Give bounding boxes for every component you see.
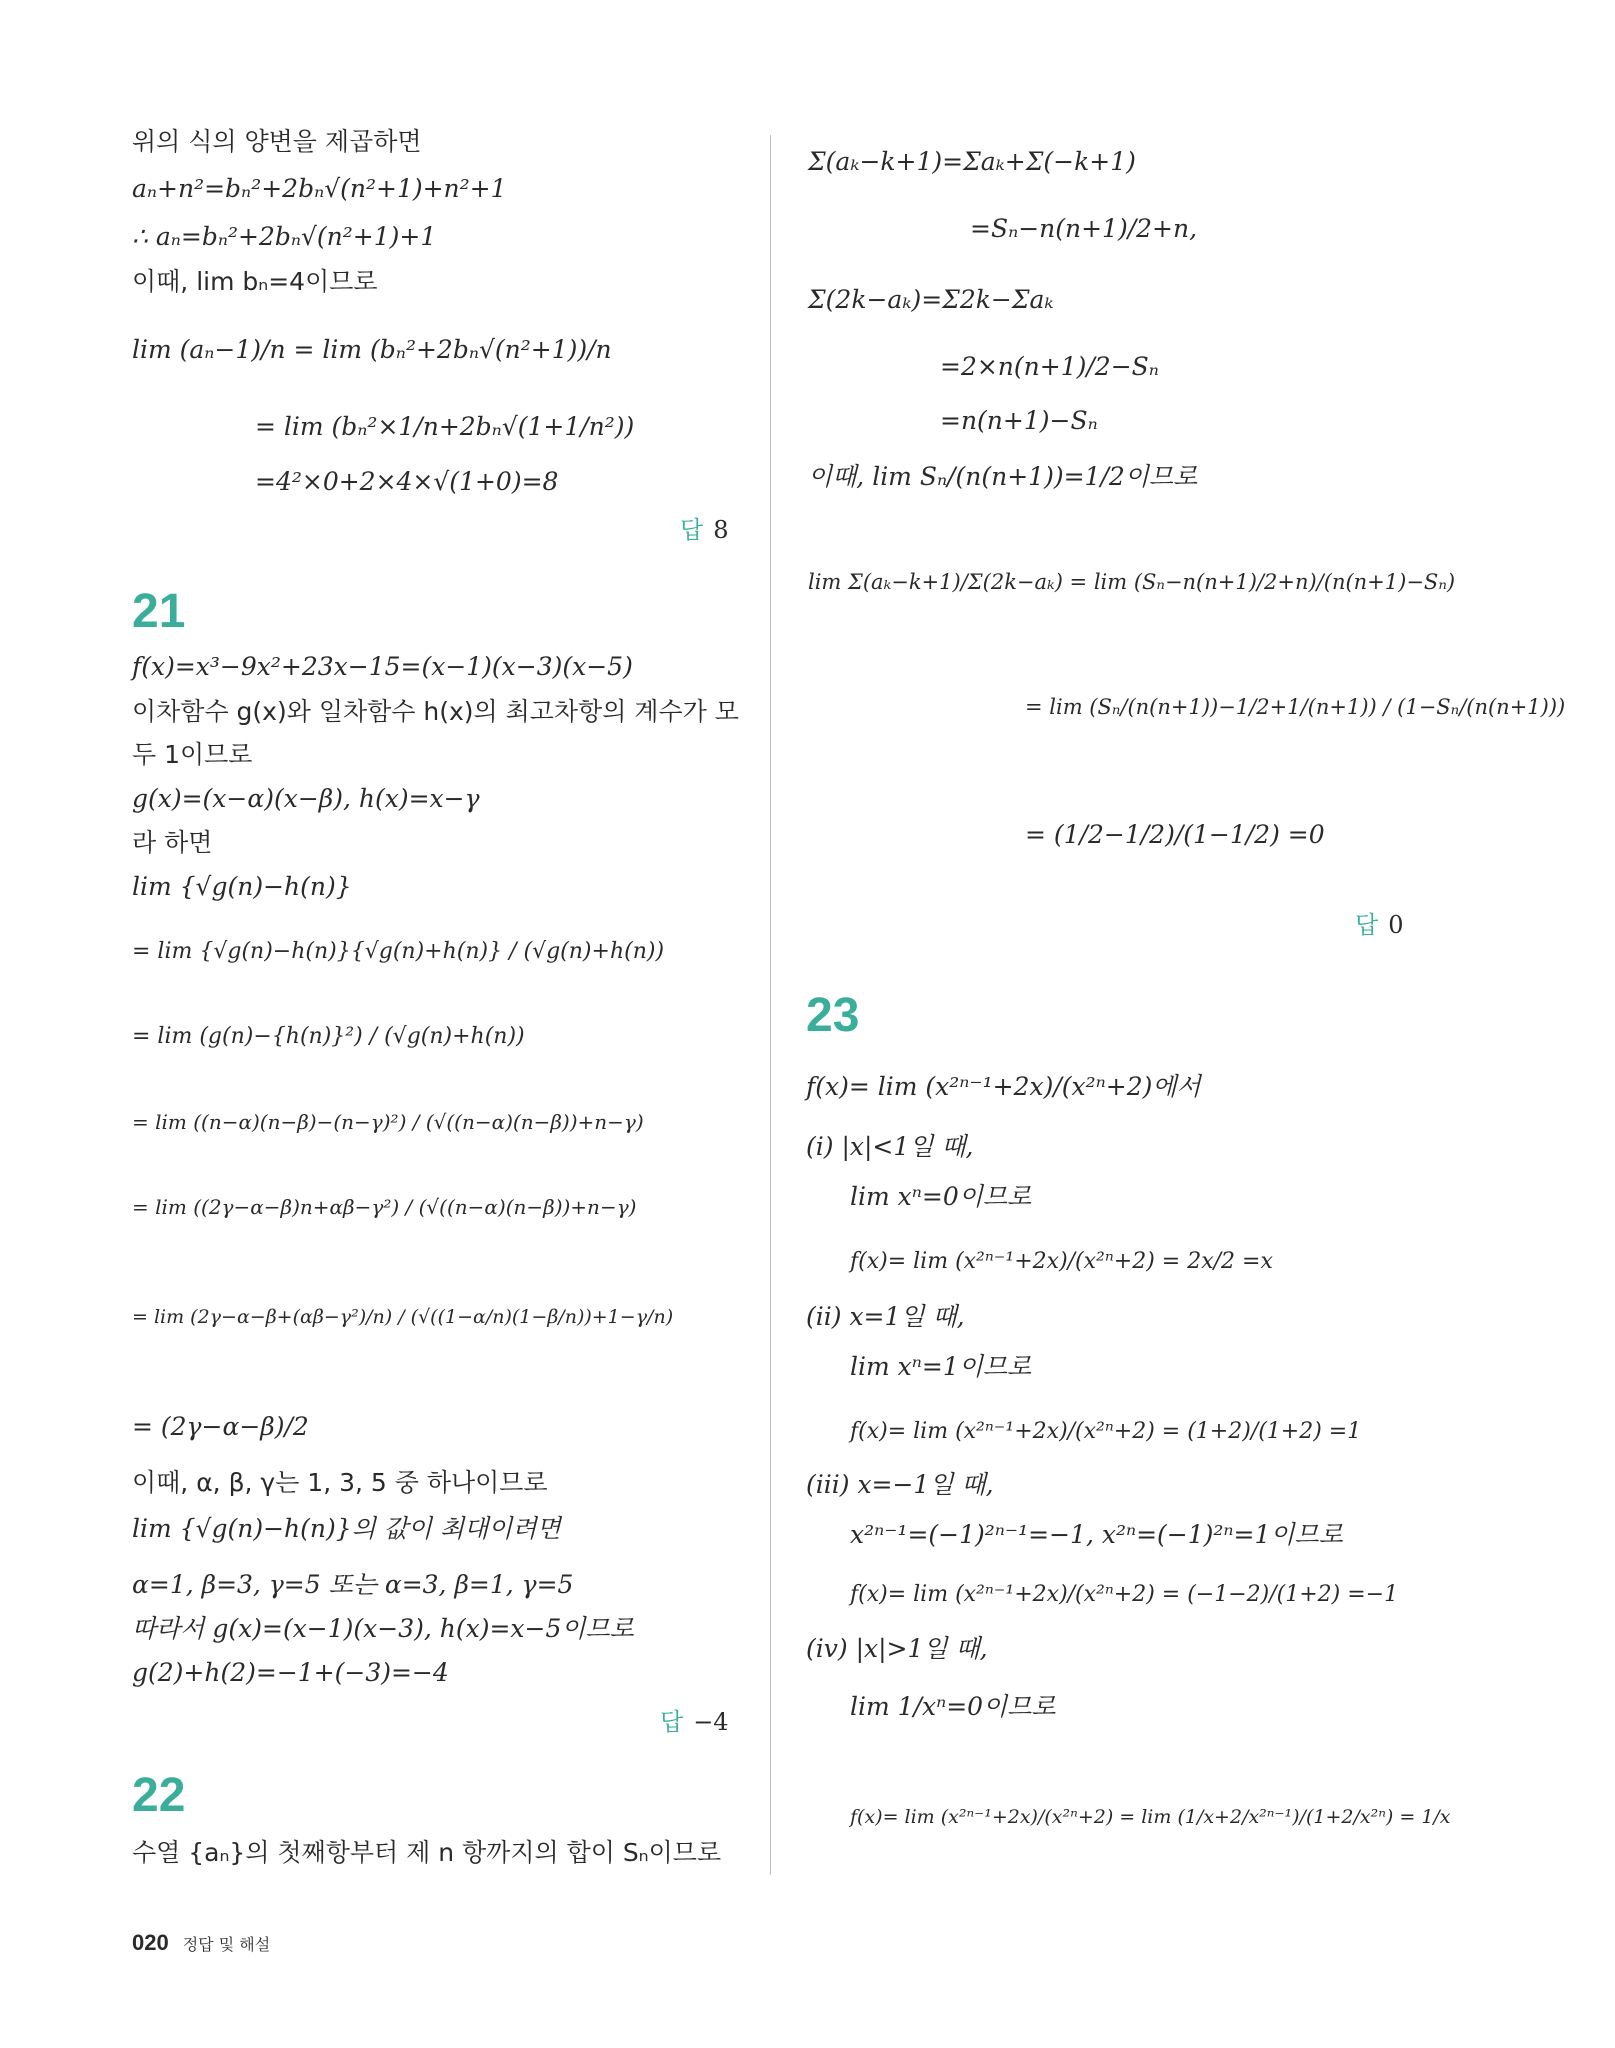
math-line: lim Σ(aₖ−k+1)/Σ(2k−aₖ) = lim (Sₙ−n(n+1)/2+n)/(n(n+1)−Sₙ) <box>808 570 1456 594</box>
math-line: = lim {√g(n)−h(n)}{√g(n)+h(n)} / (√g(n)+h(n)) <box>132 939 665 964</box>
math-line: =n(n+1)−Sₙ <box>940 406 1098 435</box>
math-line: 이때, lim Sₙ/(n(n+1))=1/2이므로 <box>808 462 1198 491</box>
math-line: = lim (g(n)−{h(n)}²) / (√g(n)+h(n)) <box>132 1024 525 1049</box>
answer-label: 답 <box>1355 911 1379 939</box>
math-line: x²ⁿ⁻¹=(−1)²ⁿ⁻¹=−1, x²ⁿ=(−1)²ⁿ=1이므로 <box>850 1520 1343 1549</box>
math-line: f(x)= lim (x²ⁿ⁻¹+2x)/(x²ⁿ+2) = 2x/2 =x <box>850 1249 1273 1274</box>
answer-22 <box>1355 905 1403 940</box>
math-line: = lim ((n−α)(n−β)−(n−γ)²) / (√((n−α)(n−β))+n−γ) <box>132 1110 644 1134</box>
problem-number-22: 22 <box>132 1769 186 1822</box>
math-line: =Sₙ−n(n+1)/2+n, <box>970 214 1198 243</box>
math-line: 따라서 g(x)=(x−1)(x−3), h(x)=x−5이므로 <box>132 1614 634 1643</box>
answer-value: −4 <box>693 1708 729 1736</box>
problem-number-23: 23 <box>806 989 860 1042</box>
math-line: Σ(aₖ−k+1)=Σaₖ+Σ(−k+1) <box>808 147 1136 176</box>
math-line: lim 1/xⁿ=0이므로 <box>850 1692 1056 1721</box>
answer-20 <box>680 510 728 545</box>
math-line: lim xⁿ=0이므로 <box>850 1182 1032 1211</box>
math-line: g(x)=(x−α)(x−β), h(x)=x−γ <box>132 784 480 813</box>
answer-label: 답 <box>680 516 704 544</box>
math-line: = (1/2−1/2)/(1−1/2) =0 <box>1025 820 1325 849</box>
footer-title: 정답 및 해설 <box>182 1935 271 1954</box>
math-line: Σ(2k−aₖ)=Σ2k−Σaₖ <box>808 285 1054 314</box>
math-line: = lim (Sₙ/(n(n+1))−1/2+1/(n+1)) / (1−Sₙ/(n(n+1))) <box>1025 695 1566 719</box>
math-line: aₙ+n²=bₙ²+2bₙ√(n²+1)+n²+1 <box>132 174 507 203</box>
page-footer <box>132 1930 270 1956</box>
math-line: f(x)=x³−9x²+23x−15=(x−1)(x−3)(x−5) <box>132 652 633 681</box>
math-line: lim (aₙ−1)/n = lim (bₙ²+2bₙ√(n²+1))/n <box>132 335 612 364</box>
math-line: = lim (bₙ²×1/n+2bₙ√(1+1/n²)) <box>255 412 635 441</box>
answer-value: 0 <box>1388 911 1404 939</box>
math-line: lim xⁿ=1이므로 <box>850 1352 1032 1381</box>
math-line: = lim (2γ−α−β+(αβ−γ²)/n) / (√((1−α/n)(1−β/n))+1−γ/n) <box>132 1306 674 1328</box>
math-line: f(x)= lim (x²ⁿ⁻¹+2x)/(x²ⁿ+2) = (−1−2)/(1+2) =−1 <box>850 1582 1399 1607</box>
math-line: =4²×0+2×4×√(1+0)=8 <box>255 467 559 496</box>
math-line: = lim ((2γ−α−β)n+αβ−γ²) / (√((n−α)(n−β))+n−γ) <box>132 1195 637 1219</box>
math-line: (ⅱ) x=1일 때, <box>806 1302 965 1331</box>
math-line: f(x)= lim (x²ⁿ⁻¹+2x)/(x²ⁿ+2) = lim (1/x+2/x²ⁿ⁻¹)/(1+2/x²ⁿ) = 1/x <box>850 1806 1451 1828</box>
math-line: = (2γ−α−β)/2 <box>132 1412 309 1441</box>
column-divider <box>770 135 771 1875</box>
text-line: 위의 식의 양변을 제곱하면 <box>132 127 422 156</box>
math-line: (ⅳ) |x|>1일 때, <box>806 1634 988 1663</box>
math-line: =2×n(n+1)/2−Sₙ <box>940 352 1159 381</box>
answer-21 <box>660 1702 729 1737</box>
math-line: (ⅰ) |x|<1일 때, <box>806 1132 974 1161</box>
math-line: α=1, β=3, γ=5 또는 α=3, β=1, γ=5 <box>132 1570 574 1599</box>
math-line: f(x)= lim (x²ⁿ⁻¹+2x)/(x²ⁿ+2) = (1+2)/(1+2) =1 <box>850 1419 1362 1444</box>
problem-number-21: 21 <box>132 585 186 638</box>
math-line: lim {√g(n)−h(n)}의 값이 최대이려면 <box>132 1514 561 1543</box>
text-line: 수열 {aₙ}의 첫째항부터 제 n 항까지의 합이 Sₙ이므로 <box>132 1838 722 1867</box>
text-line: 이때, α, β, γ는 1, 3, 5 중 하나이므로 <box>132 1468 548 1497</box>
answer-value: 8 <box>713 516 729 544</box>
math-line: g(2)+h(2)=−1+(−3)=−4 <box>132 1658 449 1687</box>
math-line: ∴ aₙ=bₙ²+2bₙ√(n²+1)+1 <box>132 222 437 251</box>
text-line: 이때, lim bₙ=4이므로 <box>132 267 378 296</box>
math-line: lim {√g(n)−h(n)} <box>132 872 352 901</box>
page-number: 020 <box>132 1930 169 1955</box>
text-line: 이차함수 g(x)와 일차함수 h(x)의 최고차항의 계수가 모 <box>132 697 739 726</box>
text-line: 라 하면 <box>132 828 213 857</box>
math-line: f(x)= lim (x²ⁿ⁻¹+2x)/(x²ⁿ+2)에서 <box>806 1072 1201 1101</box>
answer-label: 답 <box>660 1708 684 1736</box>
text-line: 두 1이므로 <box>132 740 253 769</box>
math-line: (ⅲ) x=−1일 때, <box>806 1470 994 1499</box>
